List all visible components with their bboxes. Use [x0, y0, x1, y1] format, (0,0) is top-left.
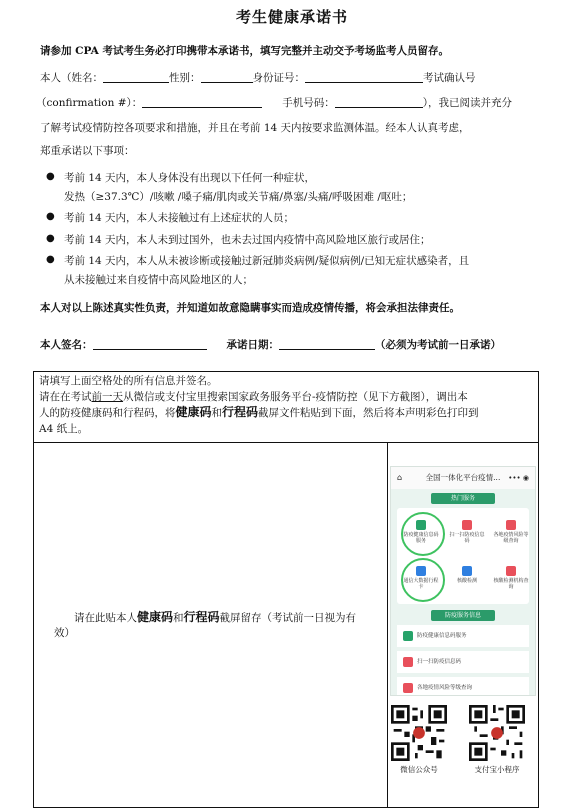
- declaration: 本人对以上陈述真实性负责，并知道如故意隐瞒事实而造成疫情传播，将会承担法律责任。: [40, 302, 460, 314]
- confirmation-field[interactable]: [142, 96, 262, 108]
- alipay-label: 支付宝小程序: [474, 765, 520, 774]
- commit-item-2: 考前 14 天内，本人未接触过有上述症状的人员；: [64, 212, 295, 224]
- row-health-code: 防疫健康信息码服务: [397, 625, 529, 647]
- home-icon: ⌂: [397, 473, 403, 482]
- highlight-ring: [401, 512, 445, 556]
- date-field[interactable]: [279, 338, 375, 350]
- service-scan: 扫一扫防疫信息码: [449, 520, 485, 544]
- gender-field[interactable]: [201, 71, 253, 83]
- scan-icon: [403, 657, 413, 667]
- epidemic-info-tab: 防疫服务信息: [431, 610, 495, 621]
- phone-field[interactable]: [335, 96, 423, 108]
- form-line-2: （confirmation #）： 手机号码： ），我已阅读并充分: [36, 97, 513, 109]
- service-grid: [397, 508, 529, 604]
- form-line-4: 郑重承诺以下事项：: [40, 145, 135, 157]
- hot-services-tab: 热门服务: [431, 493, 495, 504]
- signature-field[interactable]: [93, 338, 207, 350]
- paste-area[interactable]: 请在此贴本人健康码和行程码截屏留存（考试前一日视为有 效）: [34, 443, 388, 808]
- service-itinerary-card: 通信大数据行程卡: [403, 566, 439, 590]
- commit-item-1: 考前 14 天内，本人身体没有出现以下任何一种症状，: [64, 172, 316, 184]
- hospital-icon: [506, 566, 516, 576]
- id-number-field[interactable]: [305, 71, 423, 83]
- bullet-icon: ●: [46, 171, 55, 182]
- row-scan: 扫一扫防疫信息码: [397, 651, 529, 673]
- service-health-code: 防疫健康信息码服务: [403, 520, 439, 544]
- highlight-ring: [401, 558, 445, 602]
- bullet-icon: ●: [46, 254, 55, 265]
- commit-item-3: 考前 14 天内，本人未到过国外，也未去过国内疫情中高风险地区旅行或居住；: [64, 234, 431, 246]
- form-line-1: 本人（姓名： 性别： 身份证号： 考试确认号: [40, 72, 476, 84]
- service-risk-level: 各地疫情风险等级查询: [493, 520, 529, 544]
- map-icon: [506, 520, 516, 530]
- page-title: 考生健康承诺书: [235, 8, 348, 26]
- test-tube-icon: [462, 566, 472, 576]
- form-line-3: 了解考试疫情防控各项要求和措施，并且在考前 14 天内按要求监测体温。经本人认真考虑，: [40, 122, 470, 134]
- service-test-institutions: 核酸检测机构查询: [493, 566, 529, 590]
- commit-item-4: 考前 14 天内，本人从未被诊断或接触过新冠肺炎病例/疑似病例/已知无症状感染者，且: [64, 255, 470, 267]
- signature-line: 本人签名： 承诺日期： （必须为考试前一日承诺）: [40, 339, 501, 351]
- bullet-icon: ●: [46, 233, 55, 244]
- scan-icon: [462, 520, 472, 530]
- bullet-icon: ●: [46, 211, 55, 222]
- commit-item-1-detail: 发热（≥37.3℃）/咳嗽 /嗓子痛/肌肉或关节痛/鼻塞/头痛/呼吸困难 /呕吐；: [64, 191, 413, 203]
- intro-text: 请参加 CPA 考试考生务必打印携带本承诺书，填写完整并主动交予考场监考人员留存。: [40, 45, 449, 57]
- name-field[interactable]: [103, 71, 169, 83]
- wechat-label: 微信公众号: [400, 765, 438, 774]
- more-icon: ••• ◉: [508, 474, 529, 482]
- commit-item-4-cont: 从未接触过来自疫情中高风险地区的人；: [64, 274, 253, 286]
- wechat-qr-code: [391, 705, 447, 761]
- alipay-qr-code: [469, 705, 525, 761]
- row-risk-level: 各地疫情风险等级查询: [397, 677, 529, 696]
- instruction-cell: 请填写上面空格处的所有信息并签名。 请在在考试前一天从微信或支付宝里搜索国家政务服务平台-疫情防控（见下方截图），调出本 人的防疫健康码和行程码，将健康码和行程码截屏文件粘贴到下面，然后将本声明彩色打印到 A4 纸上。: [34, 372, 539, 443]
- map-icon: [403, 683, 413, 693]
- service-nucleic-test: 核酸检测: [449, 566, 485, 584]
- qr-code-icon: [403, 631, 413, 641]
- reference-screenshot: [390, 466, 536, 696]
- app-titlebar: ⌂ 全国一体化平台疫情... ••• ◉: [391, 467, 535, 489]
